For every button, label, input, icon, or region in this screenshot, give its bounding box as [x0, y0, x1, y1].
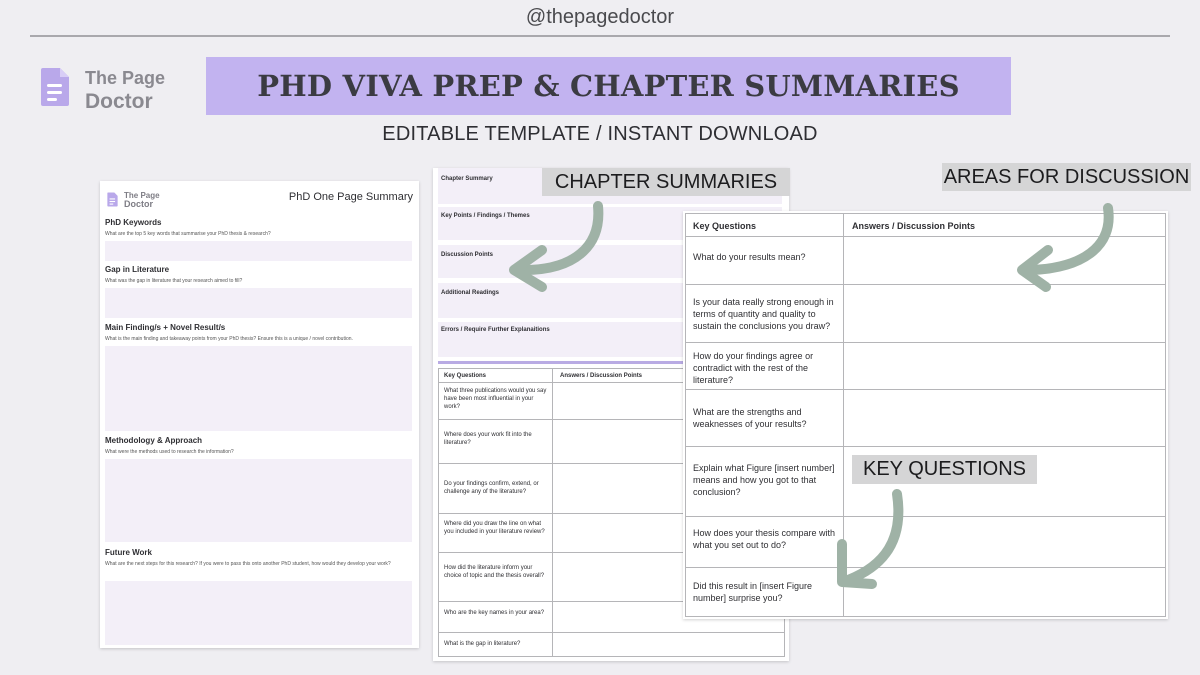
- gap-in-literature-field[interactable]: [105, 288, 412, 318]
- table-header-answers: Answers / Discussion Points: [560, 373, 643, 379]
- social-handle: @thepagedoctor: [525, 6, 675, 28]
- viva-questions-table: [685, 213, 1166, 617]
- section-question: What was the gap in literature that your research aimed to fill?: [105, 278, 243, 284]
- brand-name-line-1: The Page: [85, 68, 166, 88]
- field-label: Errors / Require Further Explanaitions: [441, 327, 550, 333]
- table-question: Explain what Figure [insert number] means and how you got to that conclusion?: [693, 463, 835, 497]
- table-question: What do your results mean?: [693, 252, 806, 262]
- table-question: How do your findings agree or contradict with the rest of the literature?: [693, 351, 814, 385]
- section-question: What were the methods used to research the information?: [105, 449, 234, 455]
- table-row-divider: [686, 567, 1165, 568]
- keywords-field[interactable]: [105, 241, 412, 261]
- table-header-questions: Key Questions: [693, 221, 757, 231]
- document-icon: [107, 192, 118, 207]
- page-subtitle: EDITABLE TEMPLATE / INSTANT DOWNLOAD: [382, 123, 818, 145]
- table-question: Where does your work fit into the literature?: [444, 432, 532, 446]
- section-heading: Gap in Literature: [105, 265, 170, 274]
- areas-for-discussion-callout: AREAS FOR DISCUSSION: [942, 163, 1191, 191]
- column-divider: [843, 214, 844, 616]
- field-label: Chapter Summary: [441, 176, 493, 182]
- sheet-logo-line-1: The Page: [124, 191, 160, 200]
- section-question: What are the next steps for this research? If you were to pass this onto another PhD student, how would they develop your work?: [105, 561, 391, 567]
- table-question: How does your thesis compare with what you set out to do?: [693, 528, 836, 550]
- sheet-logo-text: [124, 191, 160, 209]
- table-row-divider: [686, 342, 1165, 343]
- field-label: Discussion Points: [441, 252, 494, 258]
- table-question: Who are the key names in your area?: [444, 610, 545, 616]
- table-question: Where did you draw the line on what you included in your literature review?: [444, 521, 545, 535]
- future-work-field[interactable]: [105, 581, 412, 645]
- page-title: PHD VIVA PREP & CHAPTER SUMMARIES: [257, 69, 960, 103]
- section-heading: PhD Keywords: [105, 218, 162, 227]
- brand-logo: [38, 64, 178, 114]
- table-row-divider: [686, 284, 1165, 285]
- table-question: What are the strengths and weaknesses of your results?: [693, 407, 807, 429]
- main-findings-field[interactable]: [105, 346, 412, 431]
- table-row-divider: [686, 389, 1165, 390]
- table-question: Is your data really strong enough in terms of quantity and quality to sustain the conclusions you draw?: [693, 297, 834, 331]
- brand-name-line-2: Doctor: [85, 90, 153, 113]
- methodology-field[interactable]: [105, 459, 412, 542]
- one-page-summary-sheet: [100, 181, 419, 648]
- table-row-divider: [439, 632, 784, 633]
- section-heading: Future Work: [105, 548, 152, 557]
- table-row-divider: [686, 446, 1165, 447]
- section-heading: Methodology & Approach: [105, 436, 203, 445]
- chapter-summaries-callout: CHAPTER SUMMARIES: [542, 168, 790, 196]
- sheet-logo-line-2: Doctor: [124, 199, 153, 209]
- title-banner: [206, 57, 1011, 115]
- brand-name: [85, 67, 165, 115]
- key-questions-callout: KEY QUESTIONS: [852, 455, 1037, 484]
- section-question: What is the main finding and takeaway points from your PhD thesis? Ensure this is a unique / novel contribution.: [105, 336, 353, 342]
- field-label: Key Points / Findings / Themes: [441, 213, 530, 219]
- header-divider: [30, 35, 1170, 37]
- section-heading: Main Finding/s + Novel Result/s: [105, 323, 226, 332]
- table-header-questions: Key Questions: [444, 373, 487, 379]
- field-label: Additional Readings: [441, 290, 500, 296]
- table-question: Did this result in [insert Figure number] surprise you?: [693, 581, 813, 603]
- table-question: How did the literature inform your choice of topic and the thesis overall?: [444, 565, 545, 579]
- table-question: Do your findings confirm, extend, or challenge any of the literature?: [444, 481, 539, 495]
- table-row-divider: [686, 516, 1165, 517]
- table-question: What is the gap in literature?: [444, 641, 521, 647]
- document-icon: [40, 67, 70, 107]
- key-questions-sheet: [683, 211, 1168, 619]
- sheet-title: PhD One Page Summary: [288, 191, 413, 203]
- section-question: What are the top 5 key words that summarise your PhD thesis & research?: [105, 231, 271, 237]
- table-header-answers: Answers / Discussion Points: [852, 221, 976, 231]
- table-question: What three publications would you say have been most influential in your work?: [444, 388, 547, 410]
- sheet-logo: [105, 190, 165, 216]
